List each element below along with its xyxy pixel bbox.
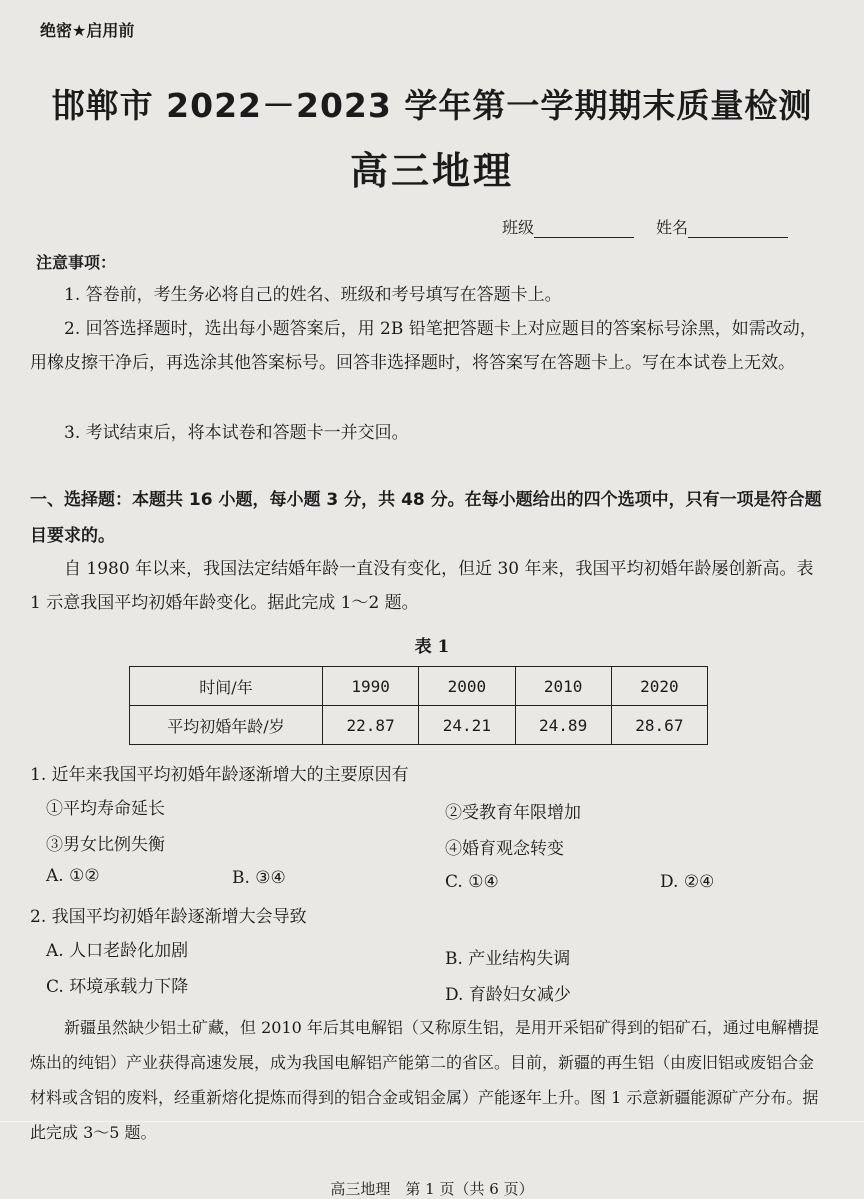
table-cell: 24.21 (419, 706, 515, 745)
name-field (656, 215, 788, 238)
table-cell: 22.87 (323, 706, 419, 745)
q1-choice-a: A. ①② (46, 866, 100, 886)
table-cell: 2010 (515, 667, 611, 706)
q1-item-1: ①平均寿命延长 (46, 799, 165, 819)
q2-choice-c: C. 环境承载力下降 (46, 977, 189, 997)
table-cell: 24.89 (515, 706, 611, 745)
notice-item-1: 1. 答卷前，考生务必将自己的姓名、班级和考号填写在答题卡上。 (64, 285, 562, 305)
table-cell: 2000 (419, 667, 515, 706)
table-row (130, 667, 708, 706)
table-cell: 1990 (323, 667, 419, 706)
passage-2: 新疆虽然缺少铝土矿藏，但 2010 年后其电解铝（又称原生铝，是用开采铝矿得到的铝矿石，通过电解槽提炼出的纯铝）产业获得高速发展，成为我国电解铝产能第二的省区。目前，新疆的再生铝（由废旧铝或废铝合金材料或含铝的废料，经重新熔化提炼而得到的铝合金或铝金属）产能逐年上升。图 1 示意新疆能源矿产分布。据此完成 3～5 题。 (30, 1018, 819, 1142)
exam-subject: 高三地理 (349, 149, 514, 193)
q1-item-4: ④婚育观念转变 (445, 839, 564, 859)
question-1-stem: 1. 近年来我国平均初婚年龄逐渐增大的主要原因有 (30, 765, 409, 785)
confidential-mark: 绝密★启用前 (40, 21, 135, 40)
page-footer: 高三地理 第 1 页（共 6 页） (330, 1180, 534, 1198)
scan-line (0, 1121, 864, 1122)
table-caption: 表 1 (414, 637, 450, 657)
table-header-cell: 时间/年 (130, 667, 323, 706)
exam-title: 邯郸市 2022－2023 学年第一学期期末质量检测 (51, 86, 813, 125)
table-cell: 28.67 (611, 706, 707, 745)
q2-choice-b: B. 产业结构失调 (445, 949, 571, 969)
question-2-stem: 2. 我国平均初婚年龄逐渐增大会导致 (30, 907, 307, 927)
table-header-cell: 平均初婚年龄/岁 (130, 706, 323, 745)
section-heading: 一、选择题：本题共 16 小题，每小题 3 分，共 48 分。在每小题给出的四个选项中，只有一项是符合题目要求的。 (30, 490, 822, 546)
notice-heading: 注意事项： (36, 253, 117, 272)
q1-choice-c: C. ①④ (445, 872, 499, 892)
name-blank (688, 219, 788, 238)
class-field (502, 215, 634, 238)
table-cell: 2020 (611, 667, 707, 706)
q2-choice-a: A. 人口老龄化加剧 (46, 941, 189, 961)
passage-1: 自 1980 年以来，我国法定结婚年龄一直没有变化，但近 30 年来，我国平均初婚年龄屡创新高。表 1 示意我国平均初婚年龄变化。据此完成 1～2 题。 (30, 559, 814, 613)
name-label: 姓名 (656, 218, 689, 237)
notice-item-3: 3. 考试结束后，将本试卷和答题卡一并交回。 (64, 423, 409, 443)
q2-choice-d: D. 育龄妇女减少 (445, 985, 571, 1005)
q1-item-2: ②受教育年限增加 (445, 803, 581, 823)
q1-choice-b: B. ③④ (232, 868, 286, 888)
table-row (130, 706, 708, 745)
class-label: 班级 (502, 218, 535, 237)
marriage-age-table (129, 666, 708, 745)
q1-choice-d: D. ②④ (660, 872, 715, 892)
q1-item-3: ③男女比例失衡 (46, 835, 165, 855)
notice-item-2: 2. 回答选择题时，选出每小题答案后，用 2B 铅笔把答题卡上对应题目的答案标号涂黑，如需改动，用橡皮擦干净后，再选涂其他答案标号。回答非选择题时，将答案写在答题卡上。写在本试卷上无效。 (30, 319, 817, 373)
class-blank (534, 219, 634, 238)
